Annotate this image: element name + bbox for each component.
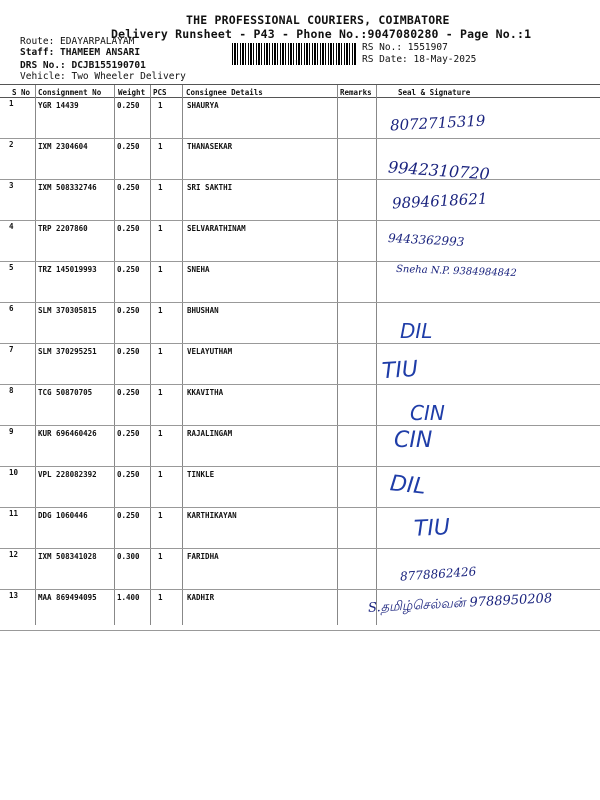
sno-cell: 13 — [9, 591, 19, 600]
pcs-cell: 1 — [158, 593, 163, 602]
handwritten-signature: TIU — [413, 515, 451, 542]
row-divider — [0, 343, 600, 344]
handwritten-signature: TIU — [381, 356, 419, 385]
weight-cell: 0.300 — [117, 552, 140, 561]
column-divider — [376, 85, 377, 625]
sno-cell: 12 — [9, 550, 19, 559]
handwritten-signature: CIN — [410, 401, 445, 425]
weight-cell: 0.250 — [117, 388, 140, 397]
handwritten-signature: DIL — [400, 319, 433, 343]
weight-cell: 0.250 — [117, 429, 140, 438]
pcs-cell: 1 — [158, 101, 163, 110]
weight-cell: 1.400 — [117, 593, 140, 602]
sno-cell: 2 — [9, 140, 14, 149]
weight-cell: 0.250 — [117, 224, 140, 233]
handwritten-signature: Sneha N.P. 9384984842 — [395, 263, 517, 280]
consignment-no-cell: SLM 370305815 — [38, 306, 97, 315]
sno-cell: 11 — [9, 509, 19, 518]
col-header-consignment: Consignment No — [38, 88, 102, 97]
col-header-remarks: Remarks — [340, 88, 372, 97]
weight-cell: 0.250 — [117, 511, 140, 520]
consignment-no-cell: TRZ 145019993 — [38, 265, 97, 274]
pcs-cell: 1 — [158, 388, 163, 397]
column-divider — [150, 85, 151, 625]
consignment-no-cell: YGR 14439 — [38, 101, 79, 110]
route-label: Route: EDAYARPALAYAM — [20, 36, 135, 47]
staff-label: Staff: THAMEEM ANSARI — [20, 47, 141, 58]
row-divider — [0, 630, 600, 631]
rs-number: RS No.: 1551907 — [362, 42, 448, 53]
column-divider — [114, 85, 115, 625]
rs-date: RS Date: 18-May-2025 — [362, 54, 477, 65]
weight-cell: 0.250 — [117, 347, 140, 356]
consignment-no-cell: MAA 869494095 — [38, 593, 97, 602]
table-header-border — [0, 97, 600, 98]
pcs-cell: 1 — [158, 265, 163, 274]
row-divider — [0, 179, 600, 180]
consignee-cell: KADHIR — [187, 593, 215, 602]
pcs-cell: 1 — [158, 429, 163, 438]
sno-cell: 5 — [9, 263, 14, 272]
barcode — [232, 43, 356, 65]
consignment-no-cell: TRP 2207860 — [38, 224, 88, 233]
pcs-cell: 1 — [158, 142, 163, 151]
column-divider — [337, 85, 338, 625]
consignee-cell: VELAYUTHAM — [187, 347, 233, 356]
consignment-no-cell: SLM 370295251 — [38, 347, 97, 356]
weight-cell: 0.250 — [117, 470, 140, 479]
handwritten-signature: 9894618621 — [391, 189, 488, 213]
pcs-cell: 1 — [158, 347, 163, 356]
vehicle-label: Vehicle: Two Wheeler Delivery — [20, 71, 186, 82]
sno-cell: 10 — [9, 468, 19, 477]
runsheet-subtitle: Delivery Runsheet - P43 - Phone No.:9047080280 - Page No.:1 — [111, 27, 532, 41]
col-header-consignee: Consignee Details — [186, 88, 263, 97]
pcs-cell: 1 — [158, 470, 163, 479]
col-header-weight: Weight — [118, 88, 146, 97]
pcs-cell: 1 — [158, 183, 163, 192]
consignment-no-cell: IXM 2304604 — [38, 142, 88, 151]
consignee-cell: THANASEKAR — [187, 142, 233, 151]
row-divider — [0, 507, 600, 508]
consignment-no-cell: IXM 508341028 — [38, 552, 97, 561]
sno-cell: 4 — [9, 222, 14, 231]
document-title: THE PROFESSIONAL COURIERS, COIMBATORE — [186, 13, 450, 27]
row-divider — [0, 466, 600, 467]
weight-cell: 0.250 — [117, 101, 140, 110]
sno-cell: 6 — [9, 304, 14, 313]
column-divider — [35, 85, 36, 625]
drs-number: DRS No.: DCJB155190701 — [20, 60, 146, 71]
consignee-cell: SNEHA — [187, 265, 210, 274]
consignee-cell: RAJALINGAM — [187, 429, 233, 438]
handwritten-signature: 8778862426 — [399, 564, 477, 584]
column-divider — [182, 85, 183, 625]
consignment-no-cell: TCG 50870705 — [38, 388, 93, 397]
col-header-pcs: PCS — [153, 88, 167, 97]
consignee-cell: SELVARATHINAM — [187, 224, 246, 233]
pcs-cell: 1 — [158, 224, 163, 233]
row-divider — [0, 302, 600, 303]
sno-cell: 1 — [9, 99, 14, 108]
row-divider — [0, 384, 600, 385]
sno-cell: 8 — [9, 386, 14, 395]
consignee-cell: BHUSHAN — [187, 306, 219, 315]
handwritten-signature: DIL — [388, 471, 427, 500]
consignee-cell: TINKLE — [187, 470, 215, 479]
consignee-cell: KKAVITHA — [187, 388, 224, 397]
weight-cell: 0.250 — [117, 183, 140, 192]
col-header-signature: Seal & Signature — [398, 88, 471, 97]
consignment-no-cell: DDG 1060446 — [38, 511, 88, 520]
handwritten-signature: 8072715319 — [389, 111, 486, 135]
handwritten-signature: S.தமிழ்செல்வன் 9788950208 — [367, 591, 553, 616]
consignment-no-cell: KUR 696460426 — [38, 429, 97, 438]
consignee-cell: KARTHIKAYAN — [187, 511, 237, 520]
pcs-cell: 1 — [158, 511, 163, 520]
consignment-no-cell: IXM 508332746 — [38, 183, 97, 192]
row-divider — [0, 425, 600, 426]
handwritten-signature: 9942310720 — [387, 157, 491, 184]
weight-cell: 0.250 — [117, 306, 140, 315]
weight-cell: 0.250 — [117, 142, 140, 151]
row-divider — [0, 589, 600, 590]
consignment-no-cell: VPL 228082392 — [38, 470, 97, 479]
sno-cell: 9 — [9, 427, 14, 436]
table-top-border — [0, 84, 600, 85]
consignee-cell: FARIDHA — [187, 552, 219, 561]
pcs-cell: 1 — [158, 552, 163, 561]
weight-cell: 0.250 — [117, 265, 140, 274]
handwritten-signature: CIN — [394, 428, 433, 453]
pcs-cell: 1 — [158, 306, 163, 315]
row-divider — [0, 548, 600, 549]
row-divider — [0, 220, 600, 221]
row-divider — [0, 261, 600, 262]
col-header-sno: S No — [12, 88, 31, 97]
sno-cell: 3 — [9, 181, 14, 190]
row-divider — [0, 138, 600, 139]
consignee-cell: SHAURYA — [187, 101, 219, 110]
sno-cell: 7 — [9, 345, 14, 354]
handwritten-signature: 9443362993 — [387, 231, 465, 249]
consignee-cell: SRI SAKTHI — [187, 183, 233, 192]
